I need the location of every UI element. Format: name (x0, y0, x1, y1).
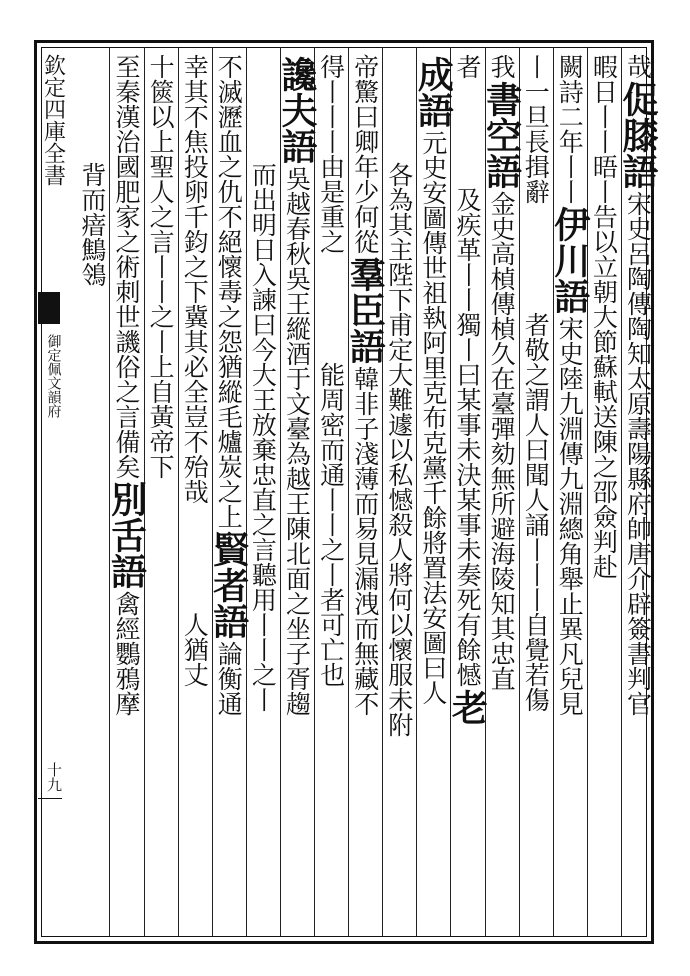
text-segment: 闕詩二年丨丨 (555, 54, 585, 204)
text-segment: 論衡通 (214, 641, 244, 716)
text-segment: 各為其主陛下甫定大難遽以私憾殺人將何以懷服未附 (384, 162, 414, 737)
text-segment: 金史高楨傳楨久在臺彈劾無所避海陵知其忠直 (487, 191, 517, 691)
text-segment: 我 (487, 54, 517, 79)
entry-heading: 別舌語 (105, 481, 148, 589)
text-segment: 得丨丨丨由是重之 (316, 54, 346, 254)
entry-heading: 促膝語 (617, 81, 659, 189)
entry-heading: 讒夫語 (276, 56, 318, 164)
entry-heading: 羣臣語 (344, 256, 387, 364)
text-segment: 帝驚曰卿年少何從 (350, 54, 380, 254)
text-segment: 能周密而通丨丨之丨者可亡也 (316, 362, 346, 687)
text-segment: 元史安圖傳世祖執阿里克布克黨千餘將置法安圖曰人 (418, 130, 448, 705)
text-segment: 者敬之謂人曰聞人誦丨丨丨自覺若傷 (521, 312, 551, 712)
text-segment: 十篋以上聖人之言丨丨之丨上自黃帝下 (146, 54, 176, 479)
text-segment: 人猶丈 (180, 612, 210, 687)
entry-heading: 成語 (412, 56, 455, 128)
text-segment: 禽經鸚鴉摩 (112, 591, 141, 716)
margin-library-text: 欽定四庫全書 (40, 54, 66, 186)
text-segment: 幸其不焦投卵千鈞之下冀其必全豈不殆哉 (180, 54, 210, 504)
entry-heading: 書空語 (480, 81, 523, 189)
margin-book-text: 御定佩文韻府 (45, 334, 62, 418)
text-segment: 韓非子淺薄而易見漏洩而無藏不 (350, 366, 380, 716)
text-segment: 宋史呂陶傳陶知太原壽陽縣府帥唐介辟簽書判官 (623, 191, 653, 716)
entry-heading: 賢者語 (207, 531, 250, 639)
text-column (69, 54, 115, 287)
text-segment: 宋史陸九淵傳九淵總角舉止異凡兒見 (555, 316, 585, 716)
text-segment: 而出明日入諫曰今大王放棄忠直之言聽用丨丨之丨 (248, 162, 278, 712)
page-number: 十九 (45, 762, 63, 792)
text-segment: 不滅瀝血之仇不絕懷毒之怨猶縱毛爐炭之上 (214, 54, 244, 529)
text-segment: 者 (453, 54, 482, 79)
entry-heading: 伊川語 (548, 206, 591, 314)
text-segment: 暇日丨丨晤丨告以立朝大節蘇軾送陳之邵僉判赴 (589, 54, 619, 579)
text-segment: 至秦漢治國肥家之術刺世譏俗之言備矣 (112, 54, 141, 479)
entry-heading: 老 (446, 689, 489, 725)
text-segment: 丨一旦長揖辭 (521, 54, 551, 204)
text-segment: 吳越春秋吳王縱酒于文臺為越王陳北面之坐子胥趨 (282, 166, 312, 716)
text-segment: 哉 (623, 54, 653, 79)
text-segment: 背而瘖鷦鴒 (77, 162, 107, 287)
text-segment: 及疾革丨丨獨丨曰某事未決某事未奏死有餘憾 (453, 187, 482, 687)
